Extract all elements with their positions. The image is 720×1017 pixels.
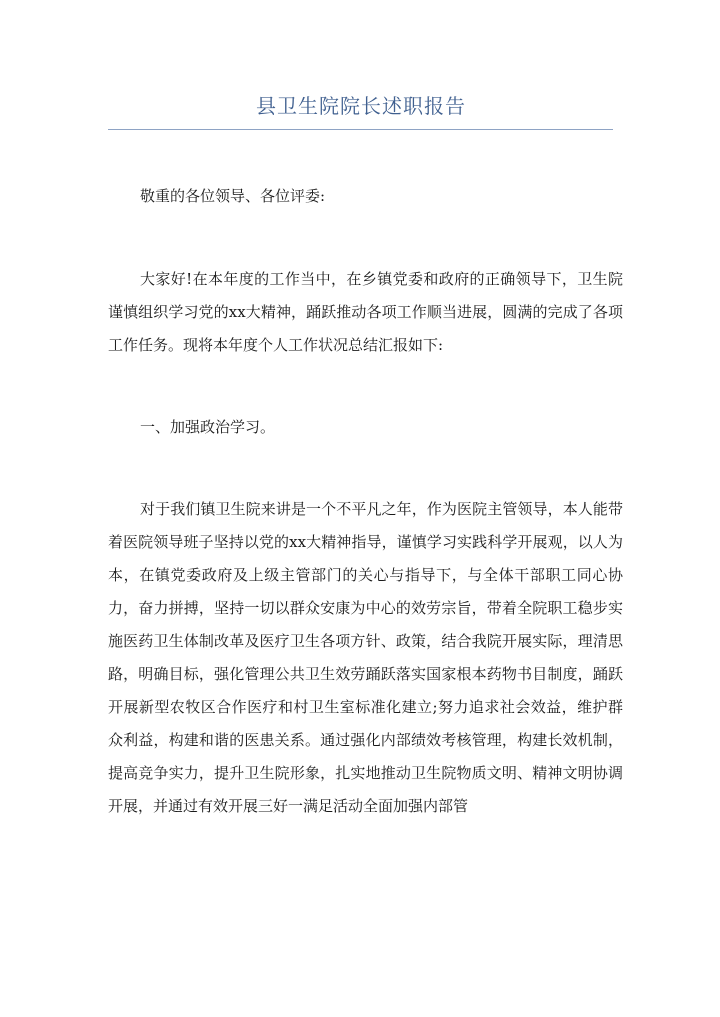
salutation-paragraph: 敬重的各位领导、各位评委:	[140, 187, 326, 205]
body-paragraph: 对于我们镇卫生院来讲是一个不平凡之年，作为医院主管领导，本人能带着医院领导班子坚持以党的xx大精神指导，谨慎学习实践科学开展观，以人为本，在镇党委政府及上级主管部门的关心与指导下，与全体干部职工同心协力，奋力拼搏，坚持一切以群众安康为中心的效劳宗旨，带着全院职工稳步实施医药卫生体制改革及医疗卫生各项方针、政策，结合我院开展实际，理清思路，明确目标，强化管理公共卫生效劳踊跃落实国家根本药物书目制度，踊跃开展新型农牧区合作医疗和村卫生室标准化建立;努力追求社会效益，维护群众利益，构建和谐的医患关系。通过强化内部绩效考核管理，构建长效机制，提高竞争实力，提升卫生院形象，扎实地推动卫生院物质文明、精神文明协调开展，并通过有效开展三好一满足活动全面加强内部管	[108, 500, 623, 815]
title-underline	[108, 129, 613, 130]
greeting-paragraph: 大家好!在本年度的工作当中，在乡镇党委和政府的正确领导下，卫生院谨慎组织学习党的xx大精神，踊跃推动各项工作顺当进展，圆满的完成了各项工作任务。现将本年度个人工作状况总结汇报如下:	[108, 270, 623, 354]
document-title: 县卫生院院长述职报告	[256, 94, 466, 118]
document-body	[108, 180, 623, 866]
section-heading: 一、加强政治学习。	[140, 418, 276, 436]
